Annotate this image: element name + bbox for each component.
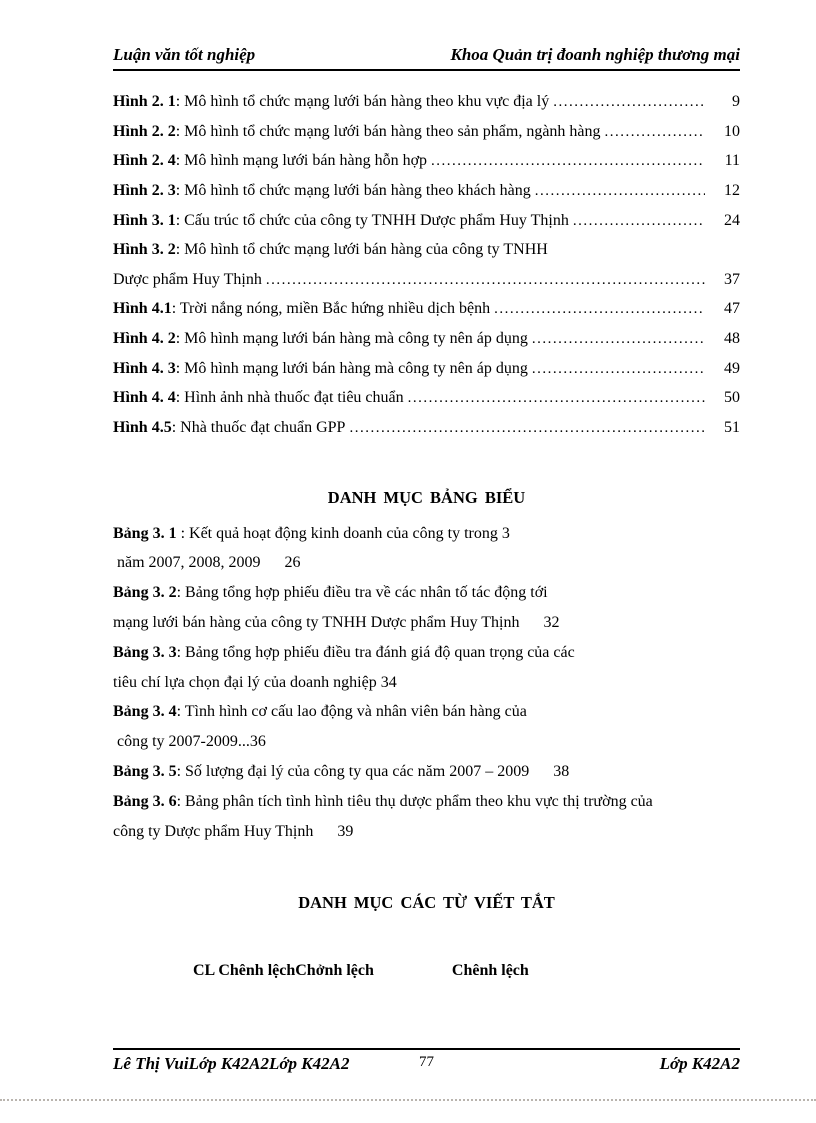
figure-entry-page-number: 24 [724,211,740,229]
footer-class-text: Lớp K42A2 [659,1054,740,1073]
figure-entry-label: Hình 2. 3 [113,181,176,199]
figure-entry [113,383,740,413]
figure-entry [113,413,740,443]
figures-list [113,87,740,443]
figure-entry-label: Hình 4. 2 [113,330,176,348]
dotted-leader [349,413,705,444]
bottom-dotted-line [0,1099,816,1101]
figure-entry-text: : Trời nắng nóng, miền Bắc hứng nhiều dịch bệnh [171,300,491,318]
abbreviation-col2: Chênh lệch [451,962,529,980]
figure-entry-page-number: 37 [724,270,740,288]
table-entry-text: công ty 2007-2009...36 [113,733,266,751]
table-entry [113,727,740,757]
table-entry-text: : Số lượng đại lý của công ty qua các năm 2007 – 2009 38 [176,763,570,781]
footer-author-text: Lê Thị VuiLớp K42A2Lớp K42A2 [113,1054,350,1073]
table-entry-label: Bảng 3. 2 [113,584,177,602]
table-entry-label: Bảng 3. 5 [113,763,177,781]
figure-entry-label: Hình 2. 4 [113,152,176,170]
figure-entry [113,206,740,236]
table-entry-text: tiêu chí lựa chọn đại lý của doanh nghiệp 34 [113,673,397,691]
table-entry [113,519,740,549]
dotted-leader [408,383,705,414]
abbreviations-heading: DANH MỤC CÁC TỪ VIẾT TẮT [298,893,555,913]
figure-entry [113,324,740,354]
abbreviation-row [113,960,740,982]
figure-entry-page-number: 50 [724,389,740,407]
table-entry-text: : Kết quả hoạt động kinh doanh của công ty trong 3 [176,524,510,542]
figure-entry [113,354,740,384]
dotted-leader [573,206,705,237]
figure-entry-label: Hình 3. 2 [113,241,176,259]
table-entry-label: Bảng 3. 1 [113,524,177,542]
dotted-leader [532,354,705,385]
figure-entry-text: : Hình ảnh nhà thuốc đạt tiêu chuẩn [175,389,404,407]
figure-entry-text: : Mô hình mạng lưới bán hàng mà công ty nên áp dụng [175,330,528,348]
figure-entry [113,265,740,295]
figure-entry-label: Hình 4.1 [113,300,172,318]
table-entry-label: Bảng 3. 4 [113,703,177,721]
page-footer [113,1048,740,1075]
tables-section-heading: DANH MỤC BẢNG BIỂU [327,487,526,507]
figure-entry-page-number: 47 [724,300,740,318]
figure-entry [113,117,740,147]
table-entry-label: Bảng 3. 3 [113,643,177,661]
table-entry-text: : Bảng phân tích tình hình tiêu thụ dược phẩm theo khu vực thị trường của [176,792,653,810]
figure-entry-text: : Mô hình tổ chức mạng lưới bán hàng theo sản phẩm, ngành hàng [175,122,601,140]
figure-entry-page-number: 9 [732,93,740,110]
table-entry-text: : Bảng tổng hợp phiếu điều tra đánh giá độ quan trọng của các [176,643,575,661]
table-entry [113,638,740,668]
figure-entry [113,235,740,265]
figure-entry-text: Dược phẩm Huy Thịnh [113,270,262,288]
dotted-leader [532,324,705,355]
dotted-leader [553,87,705,118]
figure-entry-text: : Nhà thuốc đạt chuẩn GPP [171,419,346,437]
table-entry [113,757,740,787]
figure-entry-page-number: 49 [724,359,740,377]
figure-entry-label: Hình 4.5 [113,419,172,437]
table-entry-text: công ty Dược phẩm Huy Thịnh 39 [113,822,354,840]
page-header [113,44,740,71]
abbreviation-col1: CL Chênh lệchChởnh lệch [193,962,374,980]
table-entry-text: : Bảng tổng hợp phiếu điều tra về các nhân tố tác động tới [176,584,548,602]
table-entry [113,787,740,817]
table-entry [113,608,740,638]
figure-entry-page-number: 10 [724,122,740,140]
dotted-leader [605,117,705,148]
figure-entry-label: Hình 4. 3 [113,359,176,377]
figure-entry-label: Hình 4. 4 [113,389,176,407]
dotted-leader [494,294,705,325]
table-entry [113,548,740,578]
figure-entry-text: : Mô hình mạng lưới bán hàng hỗn hợp [175,152,428,170]
footer-page-number: 77 [419,1054,434,1070]
figure-entry-label: Hình 2. 1 [113,93,176,110]
table-entry [113,817,740,847]
table-entry-label: Bảng 3. 6 [113,792,177,810]
figure-entry-page-number: 48 [724,330,740,348]
table-entry [113,578,740,608]
tables-list [113,519,740,847]
table-entry-text: mạng lưới bán hàng của công ty TNHH Dược phẩm Huy Thịnh 32 [113,614,560,632]
header-left-text: Luận văn tốt nghiệp [113,45,256,64]
figure-entry-page-number: 51 [724,419,740,437]
figure-entry-text: : Mô hình tổ chức mạng lưới bán hàng theo khu vực địa lý [175,93,550,110]
header-right-text: Khoa Quản trị đoanh nghiệp thương mại [450,45,740,64]
figure-entry-label: Hình 2. 2 [113,122,176,140]
figure-entry [113,146,740,176]
table-entry-text: năm 2007, 2008, 2009 26 [113,554,301,572]
figure-entry-label: Hình 3. 1 [113,211,176,229]
figure-entry-page-number: 11 [724,152,740,170]
figure-entry [113,294,740,324]
figure-entry [113,87,740,117]
figure-entry-page-number: 12 [724,181,740,199]
dotted-leader [535,176,705,207]
table-entry-text: : Tình hình cơ cấu lao động và nhân viên bán hàng của [176,703,527,721]
table-entry [113,668,740,698]
figure-entry [113,176,740,206]
figure-entry-text: : Mô hình tổ chức mạng lưới bán hàng của công ty TNHH [175,241,548,259]
figure-entry-text: : Mô hình tổ chức mạng lưới bán hàng theo khách hàng [175,181,531,199]
table-entry [113,697,740,727]
figure-entry-text: : Cấu trúc tổ chức của công ty TNHH Dược phẩm Huy Thịnh [175,211,569,229]
dotted-leader [431,146,705,177]
dotted-leader [266,265,705,296]
figure-entry-text: : Mô hình mạng lưới bán hàng mà công ty nên áp dụng [175,359,528,377]
